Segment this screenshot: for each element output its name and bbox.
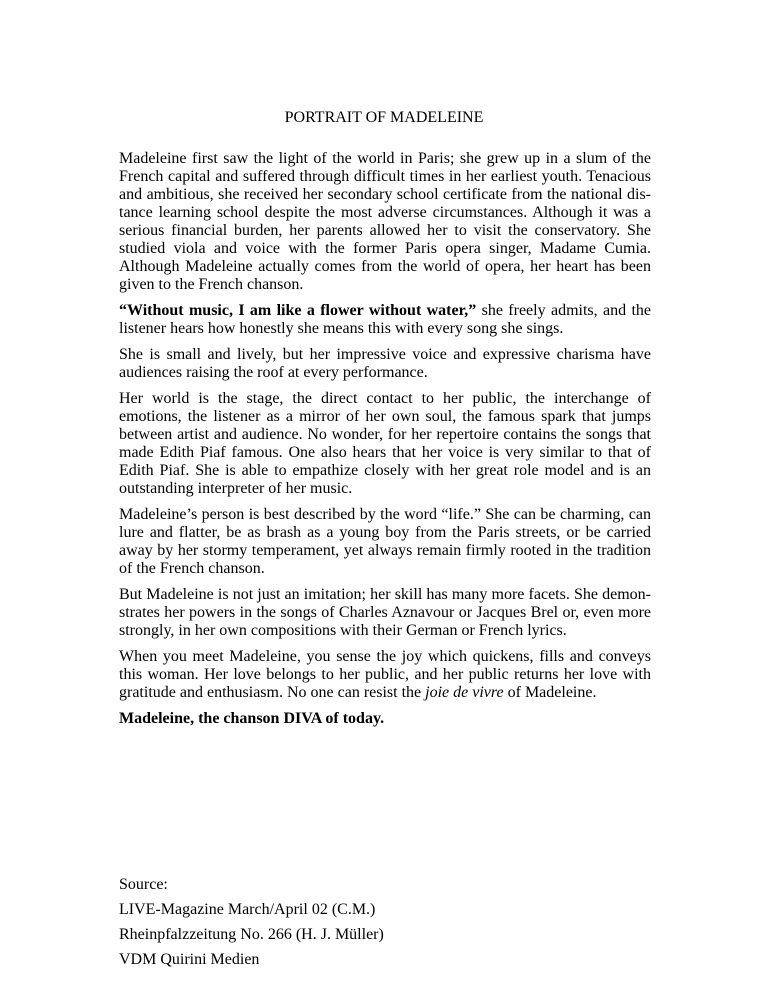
quote-bold: “Without music, I am like a flower without water,” (119, 302, 477, 319)
diva-bold: Madeleine, the chanson DIVA of today. (119, 710, 385, 727)
article-body (119, 150, 651, 736)
paragraph-voice: She is small and lively, but her impressive voice and expressive charisma have audiences raising the roof at every performance. (119, 346, 651, 381)
joy-text-b: of Madeleine. (503, 684, 597, 701)
paragraph-stage: Her world is the stage, the direct contact to her public, the interchange of emotions, the listener as a mirror of her own soul, the famous spark that jumps between artist and audience. No wonder, for her repertoire contains the songs that made Edith Piaf famous. One also hears that her voice is very similar to that of Edith Piaf. She is able to empathize closely with her great role model and is an outstanding interpreter of her music. (119, 390, 651, 497)
source-item: Rheinpfalzzeitung No. 266 (H. J. Müller) (119, 926, 384, 943)
paragraph-diva (119, 710, 651, 728)
page-title: PORTRAIT OF MADELEINE (284, 109, 484, 126)
joie-de-vivre: joie de vivre (425, 684, 504, 701)
sources-block (119, 876, 651, 976)
paragraph-quote (119, 302, 651, 338)
paragraph-life: Madeleine’s person is best described by the word “life.” She can be charming, can lure and flatter, be as brash as a young boy from the Paris streets, or be carried away by her stormy temperament, yet always remain firmly rooted in the tradition of the French chanson. (119, 506, 651, 577)
source-item: LIVE-Magazine March/April 02 (C.M.) (119, 901, 376, 918)
source-item: VDM Quirini Medien (119, 951, 260, 968)
paragraph-origins: Madeleine first saw the light of the world in Paris; she grew up in a slum of the French capital and suffered through difficult times in her earliest youth. Tenacious and ambitious, she received her secondary school certificate from the national distance learning school despite the most adverse circumstances. Although it was a serious financial burden, her parents allowed her to visit the conservatory. She studied viola and voice with the former Paris opera singer, Madame Cumia. Although Madeleine actually comes from the world of opera, her heart has been given to the French chanson. (119, 150, 651, 293)
joy-text-a: When you meet Madeleine, you sense the joy which quickens, fills and conveys this woman. Her love belongs to her public, and her public returns her love with gratitude and enthusiasm. No one can resist the (119, 648, 651, 701)
paragraph-facets: But Madeleine is not just an imitation; her skill has many more facets. She demonstrates her powers in the songs of Charles Aznavour or Jacques Brel or, even more strongly, in her own compositions with their German or French lyrics. (119, 586, 651, 639)
paragraph-joy (119, 648, 651, 702)
quote-rest: she freely admits, and the listener hears how honestly she means this with every song she sings. (119, 302, 651, 337)
sources-heading: Source: (119, 876, 168, 893)
